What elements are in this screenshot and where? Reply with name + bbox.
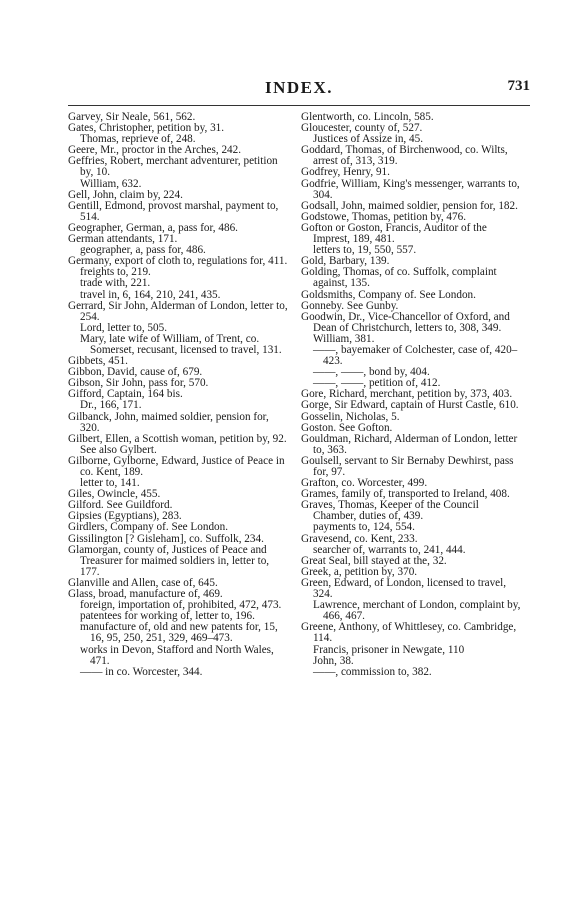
index-entry: Goddard, Thomas, of Birchenwood, co. Wilts, arrest of, 313, 319. <box>301 144 508 168</box>
index-entry: Graves, Thomas, Keeper of the Council Chamber, duties of, 439. <box>301 499 479 523</box>
index-entry: ——, bayemaker of Colchester, case of, 420–423. <box>313 343 518 368</box>
index-entry: manufacture of, old and new patents for, 15, 16, 95, 250, 251, 329, 469–473. <box>80 621 278 645</box>
index-entry: Glentworth, co. Lincoln, 585. <box>301 111 434 123</box>
index-entry: Goodwin, Dr., Vice-Chancellor of Oxford, and Dean of Christchurch, letters to, 308, 349. <box>301 310 510 334</box>
page-title: INDEX. <box>264 78 334 97</box>
index-entry: geographer, a, pass for, 486. <box>80 244 206 257</box>
index-entry: patentees for working of, letter to, 196. <box>80 610 255 623</box>
index-entry: Gosselin, Nicholas, 5. <box>301 410 400 423</box>
header-rule <box>68 105 530 106</box>
index-entry: Golding, Thomas, of co. Suffolk, complaint against, 135. <box>301 266 497 290</box>
index-entry: Goulsell, servant to Sir Bernaby Dewhirst, pass for, 97. <box>301 454 514 478</box>
index-entry: Mary, late wife of William, of Trent, co. Somerset, recusant, licensed to travel, 131. <box>80 332 282 356</box>
index-entry: Godsall, John, maimed soldier, pension for, 182. <box>301 199 518 212</box>
index-entry: foreign, importation of, prohibited, 472, 473. <box>80 599 282 612</box>
index-entry: German attendants, 171. <box>68 233 178 246</box>
index-entry: ——, ——, petition of, 412. <box>313 377 441 390</box>
page-number: 731 <box>507 78 530 94</box>
index-entry: Giles, Owincle, 455. <box>68 488 161 501</box>
index-entry: Girdlers, Company of. See London. <box>68 521 229 534</box>
index-entry: Gofton or Goston, Francis, Auditor of the Imprest, 189, 481. <box>301 221 487 246</box>
index-entry: Gissilington [? Gisleham], co. Suffolk, 234. <box>68 532 264 545</box>
index-entry: ——, commission to, 382. <box>313 665 432 678</box>
page-header <box>68 78 530 100</box>
index-entry: Goldsmiths, Company of. See London. <box>301 288 476 301</box>
index-entry: Gravesend, co. Kent, 233. <box>301 532 418 545</box>
index-entry: Gentill, Edmond, provost marshal, payment to, 514. <box>68 199 279 223</box>
index-entry: Grafton, co. Worcester, 499. <box>301 477 428 490</box>
index-entry: Francis, prisoner in Newgate, 110 <box>313 643 465 656</box>
index-entry: Gibbon, David, cause of, 679. <box>68 366 203 379</box>
index-entry: Geographer, German, a, pass for, 486. <box>68 221 238 234</box>
index-entry: Great Seal, bill stayed at the, 32. <box>301 554 447 567</box>
index-entry: ——, ——, bond by, 404. <box>313 366 430 379</box>
index-entry: letter to, 141. <box>80 477 140 490</box>
index-entry: trade with, 221. <box>80 277 151 290</box>
index-entry: John, 38. <box>313 654 354 667</box>
index-entry: letters to, 19, 550, 557. <box>313 244 417 257</box>
index-entry: Glass, broad, manufacture of, 469. <box>68 588 223 601</box>
index-entry: Gilborne, Gylborne, Edward, Justice of Peace in co. Kent, 189. <box>68 454 285 478</box>
index-entry: Gipsies (Egyptians), 283. <box>68 510 182 523</box>
index-entry: Green, Edward, of London, licensed to travel, 324. <box>301 576 507 601</box>
index-entry: Gilbert, Ellen, a Scottish woman, petition by, 92. See also Gylbert. <box>68 432 287 456</box>
index-entry: Gibson, Sir John, pass for, 570. <box>68 377 209 390</box>
index-entry: Gloucester, county of, 527. <box>301 122 423 135</box>
index-entry: Thomas, reprieve of, 248. <box>80 133 196 146</box>
index-entry: Greene, Anthony, of Whittlesey, co. Cambridge, 114. <box>301 621 517 645</box>
index-column-left <box>68 112 290 678</box>
index-entry: William, 632. <box>80 177 142 190</box>
index-entry: Gifford, Captain, 164 bis. <box>68 388 183 401</box>
index-entry: Justices of Assize in, 45. <box>313 133 424 146</box>
index-entry: Gore, Richard, merchant, petition by, 373, 403. <box>301 388 513 401</box>
index-column-right <box>301 112 523 678</box>
index-entry: Dr., 166, 171. <box>80 399 142 412</box>
index-entry: Glamorgan, county of, Justices of Peace and Treasurer for maimed soldiers in, letter to, 177. <box>68 543 270 578</box>
index-entry: William, 381. <box>313 332 375 345</box>
index-entry: Gorge, Sir Edward, captain of Hurst Castle, 610. <box>301 399 519 412</box>
index-entry: Gouldman, Richard, Alderman of London, letter to, 363. <box>301 432 518 456</box>
index-entry: freights to, 219. <box>80 266 151 279</box>
index-entry: searcher of, warrants to, 241, 444. <box>313 543 466 556</box>
index-entry: Goston. See Gofton. <box>301 421 393 434</box>
index-entry: payments to, 124, 554. <box>313 521 415 534</box>
index-entry: —— in co. Worcester, 344. <box>80 665 203 678</box>
index-entry: Lord, letter to, 505. <box>80 321 167 334</box>
index-entry: Garvey, Sir Neale, 561, 562. <box>68 111 196 123</box>
index-entry: Gates, Christopher, petition by, 31. <box>68 122 225 135</box>
index-entry: Gell, John, claim by, 224. <box>68 188 183 201</box>
index-entry: Gerrard, Sir John, Alderman of London, letter to, 254. <box>68 299 288 323</box>
index-entry: Godfrie, William, King's messenger, warrants to, 304. <box>301 177 520 201</box>
index-entry: Lawrence, merchant of London, complaint by, 466, 467. <box>313 599 521 623</box>
index-entry: Gonneby. See Gunby. <box>301 299 399 312</box>
index-entry: Geffries, Robert, merchant adventurer, petition by, 10. <box>68 155 278 179</box>
index-entry: Gilford. See Guildford. <box>68 499 173 512</box>
index-entry: works in Devon, Stafford and North Wales, 471. <box>80 643 274 667</box>
index-entry: Greek, a, petition by, 370. <box>301 565 418 578</box>
index-entry: Germany, export of cloth to, regulations for, 411. <box>68 255 288 268</box>
index-entry: Gilbanck, John, maimed soldier, pension for, 320. <box>68 410 269 434</box>
index-entry: Grames, family of, transported to Ireland, 408. <box>301 488 510 501</box>
index-entry: Gibbets, 451. <box>68 355 128 368</box>
index-entry: Godstowe, Thomas, petition by, 476. <box>301 210 467 223</box>
index-entry: Geere, Mr., proctor in the Arches, 242. <box>68 144 242 157</box>
index-entry: Glanville and Allen, case of, 645. <box>68 576 218 589</box>
index-entry: Godfrey, Henry, 91. <box>301 166 390 179</box>
index-entry: travel in, 6, 164, 210, 241, 435. <box>80 288 221 301</box>
index-entry: Gold, Barbary, 139. <box>301 255 390 268</box>
